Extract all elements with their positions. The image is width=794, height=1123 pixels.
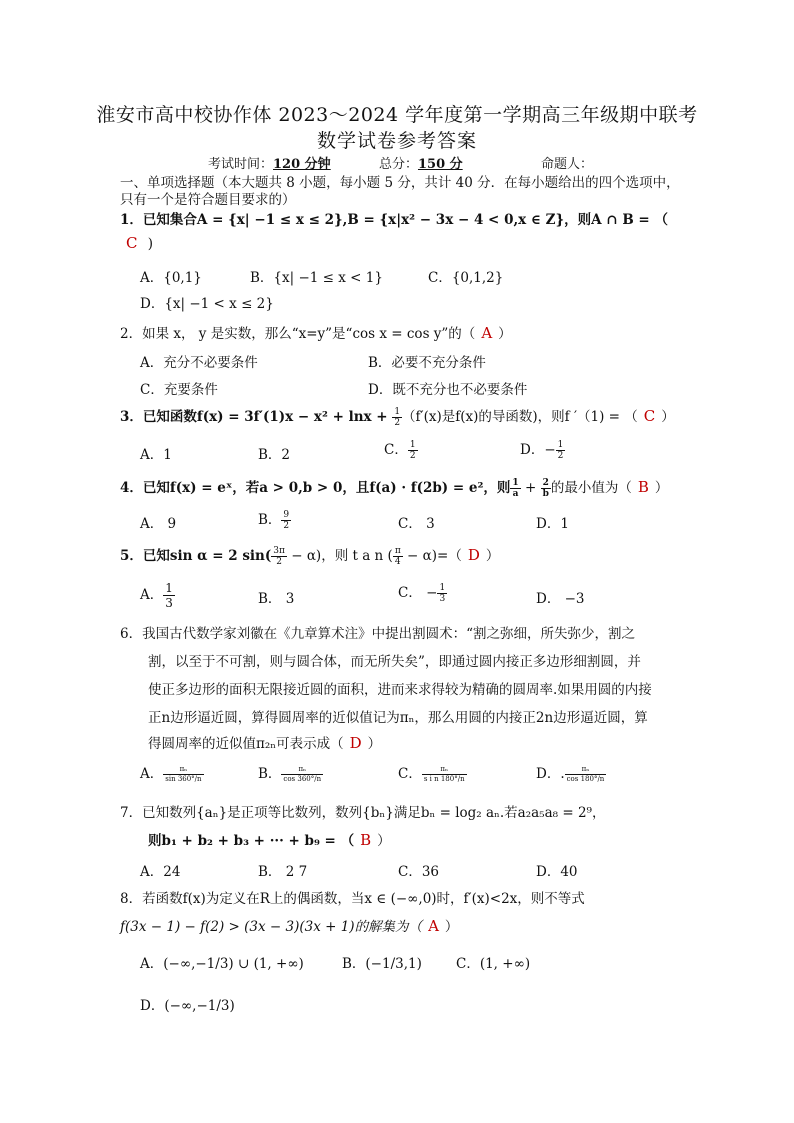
q5-option-b: B． 3	[258, 591, 295, 607]
section-intro-1: 一、单项选择题（本大题共 8 小题，每小题 5 分，共计 40 分．在每小题给出的四个选项中，	[120, 175, 680, 191]
page-subtitle: 数学试卷参考答案	[316, 130, 477, 152]
q6-option-b: B． $\frac{\text{πₙ}}{\cos 360^\circ/n}$	[258, 765, 322, 783]
q5-stem-line: 5．已知sin α = 2 sin( $\frac{3\pi}{2}$ − α)，则 t a n ( $\frac{\pi}{4}$ − α)=（ D ）	[120, 546, 500, 567]
q3-option-b: B．2	[258, 447, 291, 463]
q2-close: ）	[498, 326, 512, 342]
q3-answer: C	[643, 407, 656, 425]
q1-stem: 1．已知集合A = {x| −1 ≤ x ≤ 2},B = {x|x² − 3x − 4 < 0,x ∈ Z}，则A ∩ B = （	[120, 212, 668, 228]
q1-option-d: D．{x| −1 < x ≤ 2}	[140, 296, 274, 312]
q2-option-d: D．既不充分也不必要条件	[368, 382, 528, 398]
q3-stem-b: （f′(x)是f(x)的导函数)，则f ′（1) = （	[402, 409, 638, 425]
score-value: 150 分	[417, 157, 463, 172]
q2-answer: A	[481, 324, 493, 342]
q3-fraction: $\frac{1}{2}$	[394, 407, 401, 428]
q3-option-d: D．− $\frac{1}{2}$	[520, 440, 564, 461]
q8-option-c: C．(1, +∞)	[456, 956, 531, 972]
q4-answer: B	[637, 478, 649, 496]
q1-close: )	[147, 236, 154, 252]
q7-option-b: B． 2 7	[258, 864, 308, 880]
q2-option-c: C．充要条件	[140, 382, 218, 398]
q3-close: ）	[661, 409, 675, 425]
q3-stem-line	[120, 405, 675, 428]
q6-option-c: C． $\frac{\text{πₙ}}{\text{s i n 180°/n}}$	[398, 765, 465, 783]
q4-stem-line: 4．已知f(x) = eˣ，若a > 0,b > 0，且f(a) · f(2b) = e²，则 $\frac{1}{a}$ + $\frac{2}{b}$ 的最小值为（ B ）	[120, 478, 669, 499]
q6-line-1: 6．我国古代数学家刘徽在《九章算术注》中提出割圆术：“割之弥细，所失弥少，割之	[120, 626, 635, 642]
q6-line-5: 得圆周率的近似值π₂ₙ可表示成（ D ）	[148, 734, 382, 752]
q7-answer: B	[360, 831, 372, 849]
q5-close: ）	[485, 548, 500, 564]
q8-option-a: A．(−∞,−1/3) ∪ (1, +∞)	[140, 956, 304, 972]
q3-option-a: A．1	[140, 447, 172, 463]
q4-option-c: C． 3	[398, 516, 435, 532]
q2-stem: 2．如果 x， y 是实数，那么“x=y”是“cos x = cos y”的（	[120, 326, 476, 342]
time-value: 120 分钟	[273, 157, 331, 172]
q4-stem-b: 的最小值为（	[550, 480, 632, 496]
q6-line-2: 割，以至于不可割，则与圆合体，而无所失矣”，即通过圆内接正多边形细割圆，并	[148, 654, 641, 670]
q7-option-c: C．36	[398, 864, 440, 880]
q7-option-d: D．40	[536, 864, 578, 880]
q6-line-4: 正n边形逼近圆，算得圆周率的近似值记为πₙ，那么用圆的内接正2n边形逼近圆，算	[148, 710, 648, 726]
q5-option-c: C． − $\frac{1}{3}$	[398, 583, 446, 604]
q4-stem-a: 4．已知f(x) = eˣ，若a > 0,b > 0，且f(a) · f(2b) = e²，则	[120, 480, 511, 496]
q8-stem-2-line: f(3x − 1) − f(2) > (3x − 3)(3x + 1)的解集为（ A ）	[120, 917, 459, 935]
q1-option-b: B．{x| −1 ≤ x < 1}	[250, 270, 383, 286]
author-label: 命题人：	[540, 157, 593, 172]
q5-stem-b: − α)，则 t a n (	[286, 548, 393, 564]
q6-option-a: A． $\frac{\text{πₙ}}{\sin 360^\circ/n}$	[140, 765, 202, 783]
q4-option-b: B． $\frac{9}{2}$	[258, 510, 290, 531]
q2-option-b: B．必要不充分条件	[368, 355, 486, 371]
q8-option-d: D．(−∞,−1/3)	[140, 998, 235, 1014]
section-intro-2: 只有一个是符合题目要求的）	[120, 192, 296, 208]
q7-option-a: A．24	[140, 864, 181, 880]
q1-option-c: C．{0,1,2}	[428, 270, 504, 286]
q7-stem-2-line: 则b₁ + b₂ + b₃ + ··· + b₉ = （ B ）	[148, 831, 391, 849]
time-label: 考试时间：	[208, 157, 274, 172]
page-title: 淮安市高中校协作体 2023～2024 学年度第一学期高三年级期中联考	[96, 104, 698, 126]
exam-meta	[208, 153, 593, 172]
q1-answer: C	[126, 234, 138, 252]
q5-stem-c: − α)=（	[402, 548, 462, 564]
q3-stem-a: 3．已知函数f(x) = 3f′(1)x − x² + lnx +	[120, 409, 393, 425]
q6-option-d: D．. $\frac{\text{πₙ}}{\cos 180^\circ/n}$	[536, 765, 605, 783]
q8-option-b: B．(−1/3,1)	[342, 956, 422, 972]
q5-answer: D	[467, 546, 480, 564]
q6-line-3: 使正多边形的面积无限接近圆的面积，进而来求得较为精确的圆周率.如果用圆的内接	[148, 682, 652, 698]
q8-stem: 8．若函数f(x)为定义在R上的偶函数，当x ∈ (−∞,0)时，f′(x)<2x，则不等式	[120, 891, 585, 907]
q2-option-a: A．充分不必要条件	[140, 355, 258, 371]
q2-stem-line	[120, 322, 512, 342]
q4-option-d: D．1	[536, 516, 569, 532]
q1-answer-line	[120, 234, 153, 252]
q5-option-d: D． −3	[536, 591, 585, 607]
q8-answer: A	[428, 917, 439, 935]
q4-option-a: A． 9	[140, 516, 177, 532]
q3-option-c: C． $\frac{1}{2}$	[384, 440, 416, 461]
q1-option-a: A．{0,1}	[140, 270, 202, 286]
q6-answer: D	[349, 734, 362, 752]
q5-stem-a: 5．已知sin α = 2 sin(	[120, 548, 272, 564]
q5-option-a: A． $\frac{1}{3}$	[140, 581, 173, 610]
q4-close: ）	[654, 480, 669, 496]
score-label: 总分：	[378, 157, 418, 172]
q7-stem: 7．已知数列{aₙ}是正项等比数列，数列{bₙ}满足bₙ = log₂ aₙ.若a₂a₅a₈ = 2⁹，	[120, 805, 606, 821]
